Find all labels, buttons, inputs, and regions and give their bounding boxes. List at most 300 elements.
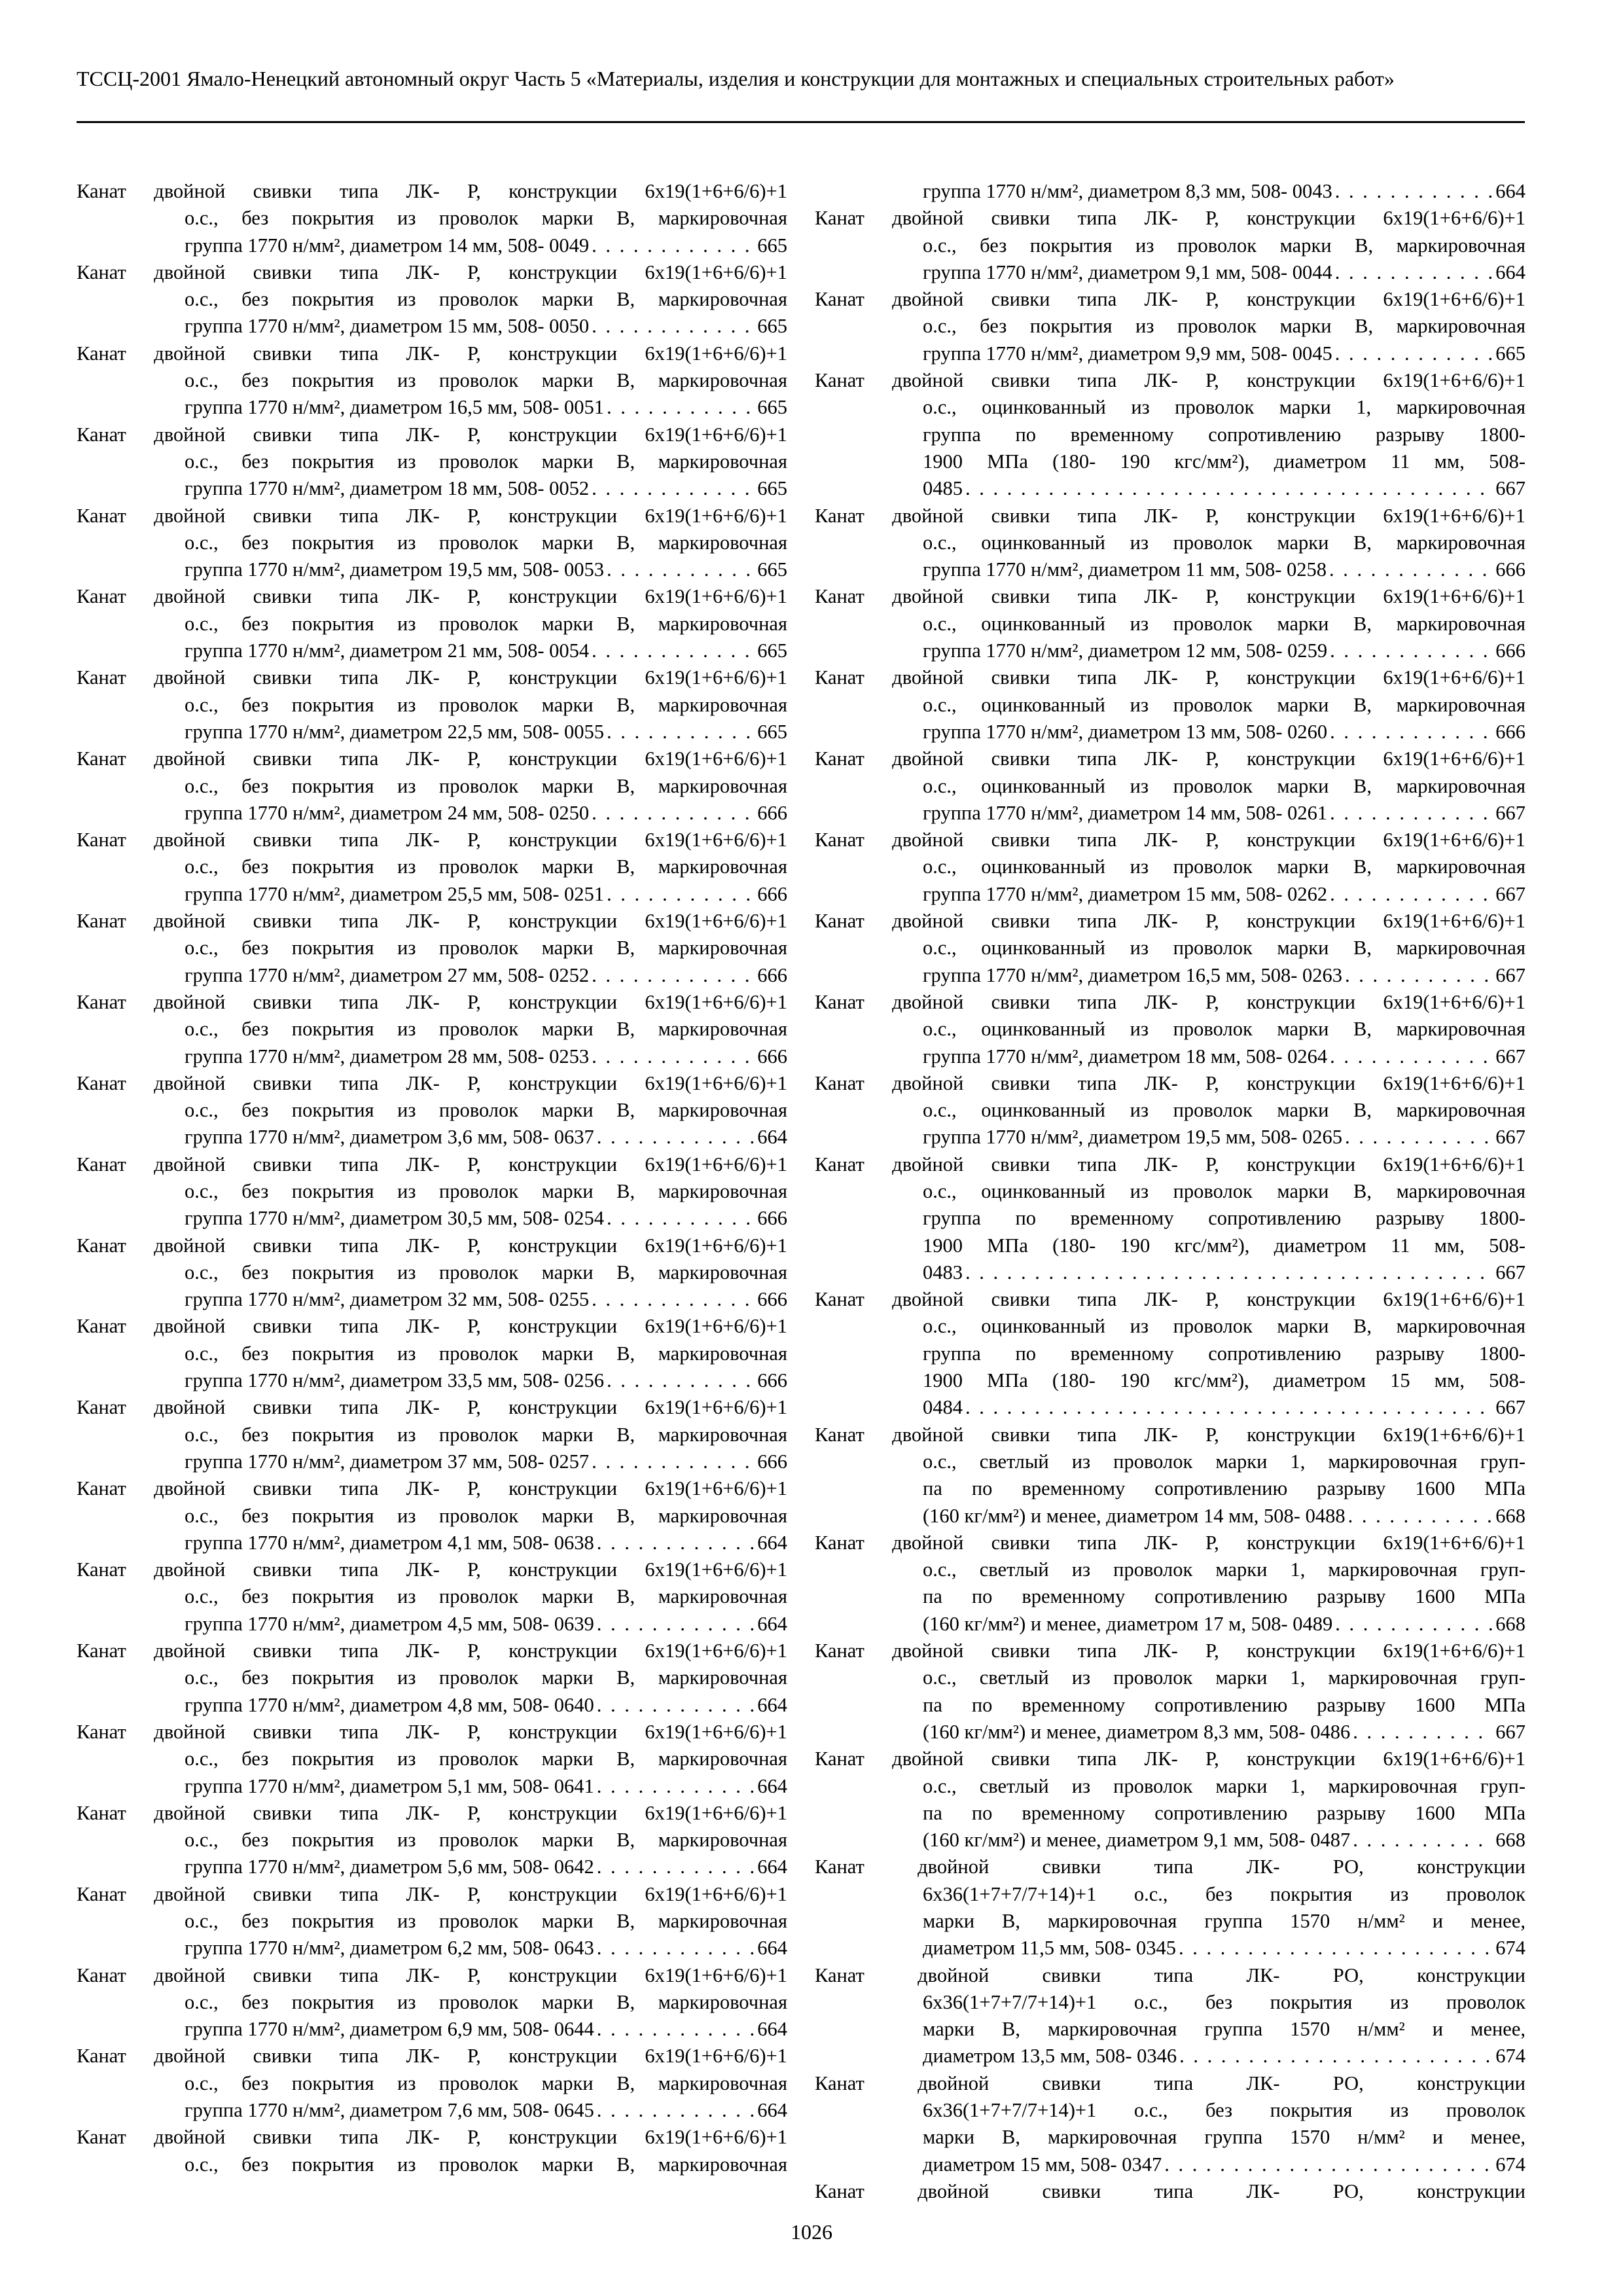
entry-last-line [185,1043,787,1070]
entry-last-line [185,1286,787,1313]
index-entry [77,745,787,827]
entry-line: Канат двойной свивки типа ЛК- Р, конструкции 6х19(1+6+6/6)+1 [815,1748,1525,1770]
entry-page-ref: 667 [1495,882,1525,905]
index-entry [77,340,787,422]
dot-leader [597,1530,755,1556]
entry-description-end: группа 1770 н/мм², диаметром 16,5 мм, 508- 0051 [185,396,604,419]
index-entry [815,745,1525,827]
entry-line: о.с., оцинкованный из проволок марки В, маркировочная [923,855,1525,878]
entry-description-end: (160 кг/мм²) и менее, диаметром 14 мм, 508- 0488 [923,1504,1346,1527]
entry-page-ref: 664 [1495,260,1525,283]
entry-last-line [185,1530,787,1556]
entry-last-line [185,1854,787,1880]
index-entry [77,583,787,664]
entry-line: Канат двойной свивки типа ЛК- Р, конструкции 6х19(1+6+6/6)+1 [77,666,787,689]
entry-line: Канат двойной свивки типа ЛК- Р, конструкции 6х19(1+6+6/6)+1 [77,585,787,608]
entry-description-end: группа 1770 н/мм², диаметром 5,1 мм, 508- 0641 [185,1774,594,1797]
entry-description-end: группа 1770 н/мм², диаметром 19,5 мм, 508- 0053 [185,558,604,581]
index-entry [815,503,1525,584]
entry-line: о.с., без покрытия из проволок марки В, маркировочная [185,1666,787,1689]
entry-page-ref: 666 [757,963,787,986]
entry-page-ref: 666 [757,1045,787,1067]
dot-leader [597,2016,755,2043]
dot-leader [607,1205,755,1232]
dot-leader [1330,800,1493,827]
entry-last-line [923,719,1525,745]
entry-line: о.с., без покрытия из проволок марки В, маркировочная [185,1179,787,1202]
index-entry [77,989,787,1070]
entry-page-ref: 668 [1495,1829,1525,1852]
entry-page-ref: 666 [757,882,787,905]
index-entry [815,1286,1525,1421]
entry-line: о.с., светлый из проволок марки 1, маркировочная груп- [923,1666,1525,1689]
page-header-title: ТССЦ-2001 Ямало-Ненецкий автономный округ Часть 5 «Материалы, изделия и конструкции для монтажных и специальных строительных работ» [77,67,1395,90]
entry-description-end: группа 1770 н/мм², диаметром 14 мм, 508- 0049 [185,234,590,257]
entry-description-end: группа 1770 н/мм², диаметром 27 мм, 508- 0252 [185,963,590,986]
entry-page-ref: 664 [757,1856,787,1878]
entry-line: о.с., без покрытия из проволок марки В, маркировочная [185,531,787,554]
entry-line: о.с., без покрытия из проволок марки В, маркировочная [185,612,787,635]
entry-description-end: группа 1770 н/мм², диаметром 14 мм, 508- 0261 [923,801,1328,824]
index-entry [815,908,1525,989]
entry-last-line [923,556,1525,583]
entry-page-ref: 666 [757,1288,787,1311]
entry-line: марки В, маркировочная группа 1570 н/мм² и менее, [923,1910,1525,1932]
entry-page-ref: 667 [1495,477,1525,500]
entry-description-end: (160 кг/мм²) и менее, диаметром 9,1 мм, 508- 0487 [923,1829,1351,1852]
entry-line: 1900 МПа (180- 190 кгс/мм²), диаметром 15 мм, 508- [923,1369,1525,1392]
entry-description-end: группа 1770 н/мм², диаметром 15 мм, 508- 0050 [185,315,590,338]
entry-description-end: группа 1770 н/мм², диаметром 7,6 мм, 508- 0645 [185,2099,594,2122]
index-entry [77,1232,787,1314]
entry-last-line [185,1692,787,1719]
entry-description-end: группа 1770 н/мм², диаметром 6,9 мм, 508- 0644 [185,2018,594,2041]
entry-description-end: группа 1770 н/мм², диаметром 18 мм, 508- 0052 [185,477,590,500]
entry-description-end: группа 1770 н/мм², диаметром 9,9 мм, 508- 0045 [923,342,1332,365]
index-entry [815,205,1525,286]
entry-description-end: группа 1770 н/мм², диаметром 11 мм, 508- 0258 [923,558,1327,581]
entry-last-line [923,1719,1525,1746]
entry-page-ref: 674 [1495,1937,1525,1960]
entry-description-end: группа 1770 н/мм², диаметром 18 мм, 508- 0264 [923,1045,1328,1067]
entry-line: о.с., светлый из проволок марки 1, маркировочная груп- [923,1774,1525,1797]
entry-last-line [923,962,1525,989]
entry-description-end: группа 1770 н/мм², диаметром 5,6 мм, 508- 0642 [185,1856,594,1878]
entry-description-end: группа 1770 н/мм², диаметром 12 мм, 508- 0259 [923,639,1328,662]
entry-last-line [923,1043,1525,1070]
entry-line: Канат двойной свивки типа ЛК- Р, конструкции 6х19(1+6+6/6)+1 [815,1531,1525,1554]
entry-line: Канат двойной свивки типа ЛК- Р, конструкции 6х19(1+6+6/6)+1 [77,829,787,852]
entry-line: Канат двойной свивки типа ЛК- Р, конструкции 6х19(1+6+6/6)+1 [815,747,1525,770]
entry-page-ref: 664 [757,2018,787,2041]
entry-line: о.с., без покрытия из проволок марки В, маркировочная [185,207,787,230]
entry-description-end: группа 1770 н/мм², диаметром 9,1 мм, 508- 0044 [923,260,1332,283]
index-entry [77,1394,787,1475]
entry-line: о.с., светлый из проволок марки 1, маркировочная груп- [923,1558,1525,1581]
index-entry [77,1151,787,1232]
dot-leader [592,1448,755,1475]
entry-last-line [923,1394,1525,1421]
entry-page-ref: 665 [757,396,787,419]
entry-description-end: группа 1770 н/мм², диаметром 4,8 мм, 508- 0640 [185,1693,594,1716]
entry-page-ref: 664 [757,1531,787,1554]
entry-page-ref: 664 [757,1774,787,1797]
index-entry [815,286,1525,367]
entry-page-ref: 674 [1495,2045,1525,2068]
entry-line: Канат двойной свивки типа ЛК- Р, конструкции 6х19(1+6+6/6)+1 [77,1964,787,1986]
entry-page-ref: 665 [757,558,787,581]
entry-page-ref: 664 [757,1937,787,1960]
dot-leader [1353,1827,1493,1854]
entry-last-line [185,2097,787,2124]
entry-line: па по временному сопротивлению разрыву 1600 МПа [923,1693,1525,1716]
index-entry [815,178,1525,205]
entry-description-end: группа 1770 н/мм², диаметром 13 мм, 508- 0260 [923,720,1328,743]
index-entry [77,1475,787,1556]
entry-description-end: группа 1770 н/мм², диаметром 8,3 мм, 508- 0043 [923,180,1332,202]
entry-page-ref: 666 [757,801,787,824]
entry-last-line [923,340,1525,367]
entry-line: Канат двойной свивки типа ЛК- Р, конструкции 6х19(1+6+6/6)+1 [815,369,1525,392]
entry-line: о.с., без покрытия из проволок марки В, маркировочная [185,1342,787,1365]
entry-description-end: группа 1770 н/мм², диаметром 6,2 мм, 508- 0643 [185,1937,594,1960]
dot-leader [1348,1503,1493,1530]
entry-last-line [185,1935,787,1962]
entry-line: Канат двойной свивки типа ЛК- Р, конструкции 6х19(1+6+6/6)+1 [77,423,787,446]
entry-last-line [923,178,1525,205]
entry-line: Канат двойной свивки типа ЛК- Р, конструкции 6х19(1+6+6/6)+1 [77,1234,787,1257]
entry-line: Канат двойной свивки типа ЛК- Р, конструкции 6х19(1+6+6/6)+1 [77,342,787,365]
entry-line: марки В, маркировочная группа 1570 н/мм² и менее, [923,2126,1525,2149]
entry-last-line [923,259,1525,286]
entry-last-line [923,800,1525,827]
index-entry [77,827,787,908]
header-divider [77,121,1525,123]
dot-leader [1164,2151,1493,2178]
index-entry [77,908,787,989]
entry-line: 6х36(1+7+7/7+14)+1 о.с., без покрытия из проволок [923,1990,1525,2013]
entry-page-ref: 666 [1495,720,1525,743]
entry-description-end: группа 1770 н/мм², диаметром 37 мм, 508- 0257 [185,1450,590,1473]
entry-page-ref: 667 [1495,963,1525,986]
entry-page-ref: 664 [757,1612,787,1635]
dot-leader [607,1367,755,1394]
dot-leader [1335,259,1493,286]
entry-last-line [923,1124,1525,1151]
entry-line: Канат двойной свивки типа ЛК- Р, конструкции 6х19(1+6+6/6)+1 [77,1071,787,1094]
index-entry [77,1313,787,1394]
entry-line: Канат двойной свивки типа ЛК- Р, конструкции 6х19(1+6+6/6)+1 [815,1153,1525,1175]
entry-page-ref: 666 [1495,639,1525,662]
entry-last-line [923,1827,1525,1854]
entry-last-line [185,313,787,340]
entry-line: о.с., без покрытия из проволок марки В, маркировочная [185,774,787,797]
dot-leader [607,556,755,583]
entry-line: о.с., без покрытия из проволок марки В, маркировочная [185,1261,787,1283]
entry-line: о.с., без покрытия из проволок марки В, маркировочная [185,1099,787,1122]
dot-leader [592,1286,755,1313]
dot-leader [592,962,755,989]
entry-last-line [185,232,787,259]
entry-line: Канат двойной свивки типа ЛК- Р, конструкции 6х19(1+6+6/6)+1 [77,1558,787,1581]
entry-last-line [185,1367,787,1394]
index-entry [77,1719,787,1800]
entry-page-ref: 667 [1495,1045,1525,1067]
entry-last-line [185,1124,787,1151]
entry-description-end: группа 1770 н/мм², диаметром 15 мм, 508- 0262 [923,882,1328,905]
entry-line: группа по временному сопротивлению разрыву 1800- [923,1207,1525,1230]
entry-line: о.с., оцинкованный из проволок марки В, маркировочная [923,1099,1525,1122]
entry-description-end: группа 1770 н/мм², диаметром 33,5 мм, 508- 0256 [185,1369,604,1392]
entry-line: о.с., без покрытия из проволок марки В, маркировочная [185,369,787,392]
index-entry [77,1070,787,1151]
entry-line: Канат двойной свивки типа ЛК- Р, конструкции 6х19(1+6+6/6)+1 [77,1477,787,1500]
entry-page-ref: 666 [757,1369,787,1392]
entry-page-ref: 665 [757,720,787,743]
entry-line: о.с., оцинкованный из проволок марки В, маркировочная [923,531,1525,554]
dot-leader [1353,1719,1493,1746]
entry-description-end: диаметром 15 мм, 508- 0347 [923,2153,1162,2176]
entry-last-line [923,1611,1525,1638]
entry-line: Канат двойной свивки типа ЛК- Р, конструкции 6х19(1+6+6/6)+1 [77,180,787,202]
entry-line: Канат двойной свивки типа ЛК- Р, конструкции 6х19(1+6+6/6)+1 [77,1720,787,1743]
entry-page-ref: 667 [1495,1396,1525,1419]
entry-line: о.с., без покрытия из проволок марки В, маркировочная [185,2072,787,2094]
entry-line: о.с., оцинкованный из проволок марки В, маркировочная [923,1315,1525,1338]
entry-page-ref: 667 [1495,1720,1525,1743]
entry-line: о.с., без покрытия из проволок марки В, маркировочная [185,693,787,716]
dot-leader [597,1854,755,1880]
right-column [815,178,1525,2205]
entry-line: о.с., оцинкованный из проволок марки В, маркировочная [923,1018,1525,1041]
entry-last-line [185,637,787,664]
dot-leader [592,1043,755,1070]
entry-last-line [185,556,787,583]
entry-description-end: диаметром 11,5 мм, 508- 0345 [923,1937,1177,1960]
entry-line: Канат двойной свивки типа ЛК- Р, конструкции 6х19(1+6+6/6)+1 [77,1882,787,1905]
index-entry [77,664,787,745]
entry-last-line [185,2016,787,2043]
entry-page-ref: 664 [1495,180,1525,202]
entry-description-end: группа 1770 н/мм², диаметром 4,1 мм, 508- 0638 [185,1531,594,1554]
dot-leader [1179,1935,1493,1962]
entry-page-ref: 667 [1495,801,1525,824]
dot-leader [597,1692,755,1719]
entry-description-end: (160 кг/мм²) и менее, диаметром 17 м, 508- 0489 [923,1612,1333,1635]
entry-last-line [923,1935,1525,1962]
index-entry [815,2178,1525,2205]
dot-leader [597,1124,755,1151]
dot-leader [597,1935,755,1962]
entry-line: о.с., без покрытия из проволок марки В, маркировочная [923,234,1525,257]
entry-last-line [185,475,787,502]
entry-description-end: группа 1770 н/мм², диаметром 24 мм, 508- 0250 [185,801,590,824]
entry-line: Канат двойной свивки типа ЛК- Р, конструкции 6х19(1+6+6/6)+1 [815,585,1525,608]
index-entry [815,664,1525,745]
index-entry [77,1556,787,1638]
entry-line: о.с., без покрытия из проволок марки В, маркировочная [185,1585,787,1608]
entry-line: о.с., без покрытия из проволок марки В, маркировочная [185,1990,787,2013]
entry-page-ref: 666 [757,1207,787,1230]
dot-leader [1330,1043,1493,1070]
dot-leader [965,475,1493,502]
entry-line: о.с., оцинкованный из проволок марки В, маркировочная [923,1179,1525,1202]
entry-description-end: группа 1770 н/мм², диаметром 22,5 мм, 508- 0055 [185,720,604,743]
entry-line: группа по временному сопротивлению разрыву 1800- [923,1342,1525,1365]
dot-leader [592,800,755,827]
entry-line: Канат двойной свивки типа ЛК- Р, конструкции 6х19(1+6+6/6)+1 [77,2045,787,2068]
index-entry [77,1800,787,1881]
entry-page-ref: 665 [1495,342,1525,365]
dot-leader [607,881,755,908]
entry-line: Канат двойной свивки типа ЛК- Р, конструкции 6х19(1+6+6/6)+1 [815,1288,1525,1311]
index-entry [77,2124,787,2178]
entry-line: о.с., без покрытия из проволок марки В, маркировочная [185,1829,787,1852]
dot-leader [1330,637,1493,664]
entry-description-end: группа 1770 н/мм², диаметром 3,6 мм, 508- 0637 [185,1126,594,1149]
dot-leader [597,1611,755,1638]
index-entry [77,1881,787,1962]
dot-leader [965,1259,1493,1286]
entry-line: Канат двойной свивки типа ЛК- Р, конструкции 6х19(1+6+6/6)+1 [815,910,1525,933]
entry-description-end: группа 1770 н/мм², диаметром 28 мм, 508- 0253 [185,1045,590,1067]
dot-leader [592,475,755,502]
index-entry [77,259,787,340]
entry-line: Канат двойной свивки типа ЛК- РО, конструкции [815,2179,1525,2202]
dot-leader [1329,556,1493,583]
index-entry [815,583,1525,664]
entry-line: 1900 МПа (180- 190 кгс/мм²), диаметром 11 мм, 508- [923,450,1525,473]
entry-line: Канат двойной свивки типа ЛК- Р, конструкции 6х19(1+6+6/6)+1 [815,1640,1525,1662]
entry-line: Канат двойной свивки типа ЛК- Р, конструкции 6х19(1+6+6/6)+1 [77,747,787,770]
dot-leader [597,1773,755,1800]
dot-leader [1179,2043,1493,2070]
entry-last-line [923,1503,1525,1530]
entry-line: о.с., без покрытия из проволок марки В, маркировочная [185,937,787,960]
index-entry [815,989,1525,1070]
index-entry [77,1962,787,2043]
entry-page-ref: 674 [1495,2153,1525,2176]
dot-leader [592,637,755,664]
entry-line: 1900 МПа (180- 190 кгс/мм²), диаметром 11 мм, 508- [923,1234,1525,1257]
entry-description-end: (160 кг/мм²) и менее, диаметром 8,3 мм, 508- 0486 [923,1720,1351,1743]
entry-line: о.с., без покрытия из проволок марки В, маркировочная [185,2153,787,2176]
index-entry [77,1638,787,1719]
entry-line: о.с., оцинкованный из проволок марки В, маркировочная [923,774,1525,797]
entry-line: о.с., без покрытия из проволок марки В, маркировочная [185,288,787,311]
dot-leader [597,2097,755,2124]
dot-leader [1330,719,1493,745]
entry-line: Канат двойной свивки типа ЛК- Р, конструкции 6х19(1+6+6/6)+1 [77,1396,787,1419]
entry-line: Канат двойной свивки типа ЛК- Р, конструкции 6х19(1+6+6/6)+1 [815,1071,1525,1094]
index-entry [815,367,1525,502]
entry-line: о.с., без покрытия из проволок марки В, маркировочная [185,450,787,473]
entry-line: Канат двойной свивки типа ЛК- Р, конструкции 6х19(1+6+6/6)+1 [815,288,1525,311]
entry-line: Канат двойной свивки типа ЛК- Р, конструкции 6х19(1+6+6/6)+1 [77,990,787,1013]
entry-line: Канат двойной свивки типа ЛК- Р, конструкции 6х19(1+6+6/6)+1 [815,1423,1525,1446]
dot-leader [1345,962,1493,989]
entry-last-line [923,2151,1525,2178]
entry-line: о.с., без покрытия из проволок марки В, маркировочная [185,1748,787,1770]
index-entry [815,1638,1525,1746]
dot-leader [1335,1611,1493,1638]
entry-line: о.с., без покрытия из проволок марки В, маркировочная [185,1018,787,1041]
dot-leader [607,394,755,421]
entry-description-end: группа 1770 н/мм², диаметром 32 мм, 508- 0255 [185,1288,590,1311]
entry-last-line [185,962,787,989]
entry-page-ref: 666 [757,1450,787,1473]
entry-description-end: группа 1770 н/мм², диаметром 16,5 мм, 508- 0263 [923,963,1342,986]
entry-last-line [923,475,1525,502]
entry-page-ref: 668 [1495,1504,1525,1527]
entry-page-ref: 667 [1495,1261,1525,1283]
dot-leader [965,1394,1493,1421]
entry-line: 6х36(1+7+7/7+14)+1 о.с., без покрытия из проволок [923,2099,1525,2122]
entry-line: па по временному сопротивлению разрыву 1600 МПа [923,1801,1525,1824]
entry-line: о.с., без покрытия из проволок марки В, маркировочная [185,855,787,878]
index-entry [815,1070,1525,1151]
entry-line: о.с., без покрытия из проволок марки В, маркировочная [185,1910,787,1932]
entry-line: о.с., светлый из проволок марки 1, маркировочная груп- [923,1450,1525,1473]
entry-description-end: группа 1770 н/мм², диаметром 30,5 мм, 508- 0254 [185,1207,604,1230]
entry-description-end: 0484 [923,1396,963,1419]
entry-page-ref: 666 [1495,558,1525,581]
left-column [77,178,787,2178]
entry-last-line [185,1773,787,1800]
entry-line: па по временному сопротивлению разрыву 1600 МПа [923,1477,1525,1500]
entry-page-ref: 665 [757,234,787,257]
dot-leader [1345,1124,1493,1151]
entry-line: о.с., оцинкованный из проволок марки В, маркировочная [923,612,1525,635]
dot-leader [592,313,755,340]
entry-last-line [185,800,787,827]
index-entry [815,1422,1525,1530]
entry-last-line [185,719,787,745]
index-entry [815,1746,1525,1854]
entry-line: 6х36(1+7+7/7+14)+1 о.с., без покрытия из проволок [923,1882,1525,1905]
entry-line: Канат двойной свивки типа ЛК- РО, конструкции [815,2072,1525,2094]
entry-line: Канат двойной свивки типа ЛК- Р, конструкции 6х19(1+6+6/6)+1 [815,504,1525,527]
entry-page-ref: 665 [757,477,787,500]
entry-line: Канат двойной свивки типа ЛК- Р, конструкции 6х19(1+6+6/6)+1 [815,990,1525,1013]
dot-leader [1335,178,1493,205]
entry-line: о.с., без покрытия из проволок марки В, маркировочная [185,1504,787,1527]
entry-line: Канат двойной свивки типа ЛК- Р, конструкции 6х19(1+6+6/6)+1 [77,910,787,933]
dot-leader [592,232,755,259]
page-number: 1026 [791,2220,832,2244]
index-entry [77,2043,787,2124]
entry-line: Канат двойной свивки типа ЛК- Р, конструкции 6х19(1+6+6/6)+1 [77,1801,787,1824]
entry-line: о.с., оцинкованный из проволок марки 1, маркировочная [923,396,1525,419]
entry-line: Канат двойной свивки типа ЛК- Р, конструкции 6х19(1+6+6/6)+1 [77,1153,787,1175]
index-entry [815,1962,1525,2070]
index-entry [815,1854,1525,1962]
entry-last-line [923,637,1525,664]
index-entry [77,178,787,259]
entry-page-ref: 668 [1495,1612,1525,1635]
entry-line: Канат двойной свивки типа ЛК- Р, конструкции 6х19(1+6+6/6)+1 [815,666,1525,689]
entry-page-ref: 664 [757,1693,787,1716]
entry-line: Канат двойной свивки типа ЛК- РО, конструкции [815,1856,1525,1878]
entry-last-line [185,1448,787,1475]
entry-line: марки В, маркировочная группа 1570 н/мм² и менее, [923,2018,1525,2041]
index-entry [77,422,787,503]
index-entry [815,827,1525,908]
entry-line: па по временному сопротивлению разрыву 1600 МПа [923,1585,1525,1608]
entry-line: Канат двойной свивки типа ЛК- РО, конструкции [815,1964,1525,1986]
entry-line: о.с., оцинкованный из проволок марки В, маркировочная [923,937,1525,960]
entry-description-end: группа 1770 н/мм², диаметром 21 мм, 508- 0054 [185,639,590,662]
